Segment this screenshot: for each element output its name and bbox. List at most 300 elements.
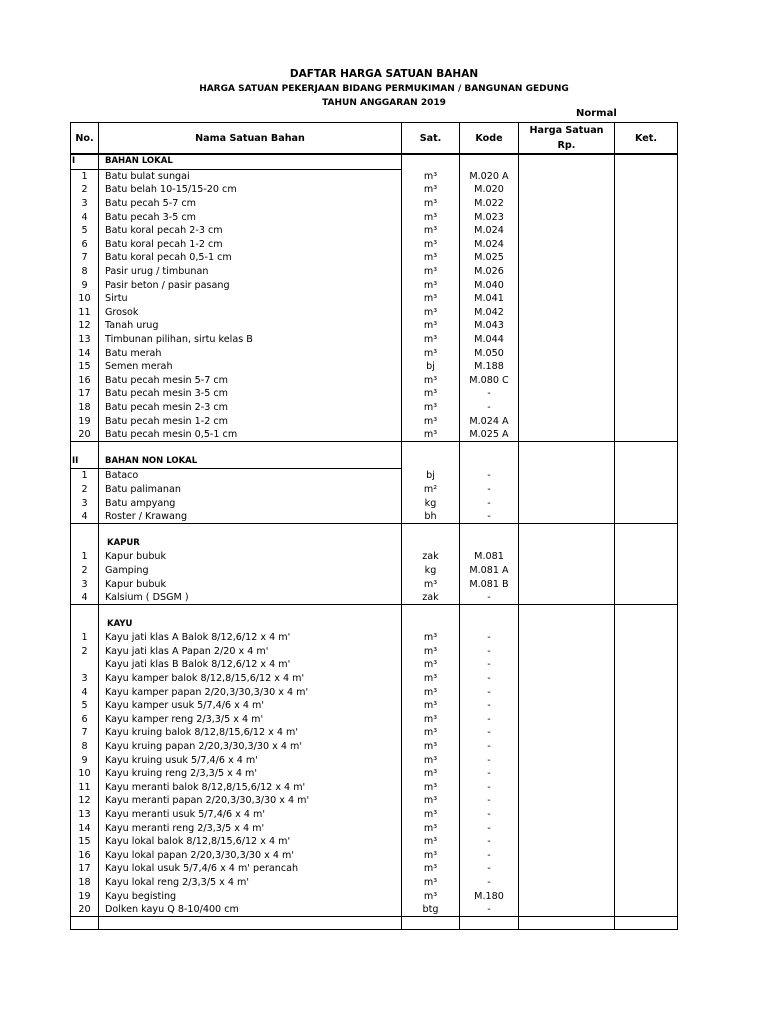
header-name: Nama Satuan Bahan (99, 123, 402, 155)
row-sat: m³ (402, 278, 460, 292)
table-row (71, 808, 678, 822)
row-name: Kayu kamper usuk 5/7,4/6 x 4 m' (99, 699, 402, 713)
row-name: Kayu meranti reng 2/3,3/5 x 4 m' (99, 821, 402, 835)
row-harga (519, 835, 615, 849)
row-ket (615, 617, 678, 631)
row-ket (615, 496, 678, 510)
row-harga (519, 469, 615, 483)
row-sat: m³ (402, 767, 460, 781)
row-name: Kayu meranti papan 2/20,3/30,3/30 x 4 m' (99, 794, 402, 808)
row-kode: - (460, 685, 519, 699)
row-ket (615, 469, 678, 483)
table-row (71, 374, 678, 388)
header-harga-line2: Rp. (557, 140, 576, 151)
row-ket (615, 210, 678, 224)
row-no: 4 (71, 210, 99, 224)
table-row (71, 469, 678, 483)
row-name: Kayu meranti balok 8/12,8/15,6/12 x 4 m' (99, 781, 402, 795)
row-harga (519, 319, 615, 333)
row-ket (615, 454, 678, 468)
row-no: 5 (71, 224, 99, 238)
row-sat: m³ (402, 685, 460, 699)
row-harga (519, 591, 615, 605)
row-harga (519, 617, 615, 631)
table-row (71, 903, 678, 917)
row-ket (615, 862, 678, 876)
row-kode: M.024 A (460, 414, 519, 428)
row-ket (615, 740, 678, 754)
row-harga (519, 483, 615, 497)
row-name: Kayu kamper papan 2/20,3/30,3/30 x 4 m' (99, 685, 402, 699)
row-sat: m³ (402, 265, 460, 279)
row-sat: m³ (402, 374, 460, 388)
row-name: Kalsium ( DSGM ) (99, 591, 402, 605)
table-row (71, 564, 678, 578)
row-no: 16 (71, 374, 99, 388)
table-row (71, 617, 678, 631)
row-name: Kayu lokal reng 2/3,3/5 x 4 m' (99, 876, 402, 890)
row-ket (615, 672, 678, 686)
price-table (70, 122, 678, 930)
row-sat (402, 536, 460, 550)
row-ket (615, 197, 678, 211)
row-no: 2 (71, 645, 99, 659)
row-no: 19 (71, 414, 99, 428)
row-name: Kapur bubuk (99, 550, 402, 564)
row-sat: m³ (402, 238, 460, 252)
row-ket (615, 414, 678, 428)
table-row (71, 360, 678, 374)
row-harga (519, 401, 615, 415)
row-no: 6 (71, 713, 99, 727)
row-harga (519, 903, 615, 917)
row-name (99, 917, 402, 930)
table-row (71, 699, 678, 713)
row-kode: M.041 (460, 292, 519, 306)
row-harga (519, 428, 615, 442)
row-ket (615, 374, 678, 388)
row-sat: m³ (402, 401, 460, 415)
row-no (71, 658, 99, 672)
row-kode: - (460, 713, 519, 727)
row-ket (615, 781, 678, 795)
row-name: Gamping (99, 564, 402, 578)
row-harga (519, 713, 615, 727)
row-no (71, 536, 99, 550)
row-no: 7 (71, 251, 99, 265)
row-kode: M.023 (460, 210, 519, 224)
row-kode: - (460, 645, 519, 659)
row-name: Kayu kruing usuk 5/7,4/6 x 4 m' (99, 753, 402, 767)
row-harga (519, 169, 615, 183)
row-kode: - (460, 726, 519, 740)
row-name: Kayu kamper balok 8/12,8/15,6/12 x 4 m' (99, 672, 402, 686)
row-kode: M.022 (460, 197, 519, 211)
row-kode: - (460, 699, 519, 713)
row-harga (519, 524, 615, 537)
row-name: Batu pecah mesin 0,5-1 cm (99, 428, 402, 442)
table-row (71, 726, 678, 740)
row-no: 5 (71, 699, 99, 713)
row-no: 10 (71, 292, 99, 306)
row-harga (519, 726, 615, 740)
row-kode: M.025 A (460, 428, 519, 442)
row-kode: M.188 (460, 360, 519, 374)
row-ket (615, 903, 678, 917)
row-kode: M.020 (460, 183, 519, 197)
table-row (71, 605, 678, 618)
row-ket (615, 564, 678, 578)
row-kode: M.026 (460, 265, 519, 279)
header-sat: Sat. (402, 123, 460, 155)
row-name: Dolken kayu Q 8-10/400 cm (99, 903, 402, 917)
row-sat: m³ (402, 306, 460, 320)
row-no: 17 (71, 387, 99, 401)
row-kode: - (460, 469, 519, 483)
row-kode: - (460, 401, 519, 415)
row-ket (615, 605, 678, 618)
row-harga (519, 862, 615, 876)
row-no: 3 (71, 197, 99, 211)
row-kode (460, 605, 519, 618)
row-ket (615, 251, 678, 265)
row-harga (519, 876, 615, 890)
table-row (71, 658, 678, 672)
row-ket (615, 154, 678, 169)
table-row (71, 536, 678, 550)
table-row (71, 183, 678, 197)
row-kode: M.025 (460, 251, 519, 265)
row-no: 3 (71, 496, 99, 510)
row-no (71, 617, 99, 631)
row-harga (519, 889, 615, 903)
row-harga (519, 454, 615, 468)
row-sat: m³ (402, 333, 460, 347)
row-name (99, 442, 402, 455)
row-name: Batu pecah mesin 3-5 cm (99, 387, 402, 401)
row-kode: M.180 (460, 889, 519, 903)
row-name: Batu pecah mesin 2-3 cm (99, 401, 402, 415)
row-sat: m³ (402, 251, 460, 265)
row-ket (615, 794, 678, 808)
row-ket (615, 524, 678, 537)
row-no (71, 442, 99, 455)
row-sat: zak (402, 591, 460, 605)
row-sat: bj (402, 469, 460, 483)
row-name: Batu merah (99, 346, 402, 360)
row-no: 3 (71, 577, 99, 591)
row-name: Batu ampyang (99, 496, 402, 510)
row-sat: m³ (402, 169, 460, 183)
row-harga (519, 360, 615, 374)
row-sat: kg (402, 496, 460, 510)
table-row (71, 753, 678, 767)
table-row (71, 238, 678, 252)
table-row (71, 889, 678, 903)
row-sat: m³ (402, 319, 460, 333)
row-harga (519, 224, 615, 238)
table-row (71, 713, 678, 727)
row-name: Kayu lokal usuk 5/7,4/6 x 4 m' perancah (99, 862, 402, 876)
row-ket (615, 401, 678, 415)
row-kode: - (460, 387, 519, 401)
row-ket (615, 726, 678, 740)
row-sat: m³ (402, 631, 460, 645)
row-harga (519, 197, 615, 211)
row-kode: - (460, 672, 519, 686)
row-no: 1 (71, 169, 99, 183)
row-sat (402, 605, 460, 618)
row-harga (519, 605, 615, 618)
table-row (71, 550, 678, 564)
row-name: Batu palimanan (99, 483, 402, 497)
table-row (71, 306, 678, 320)
row-harga (519, 645, 615, 659)
row-name: Batu koral pecah 2-3 cm (99, 224, 402, 238)
row-harga (519, 536, 615, 550)
row-sat: m³ (402, 292, 460, 306)
table-row (71, 591, 678, 605)
row-sat: m³ (402, 821, 460, 835)
row-sat (402, 454, 460, 468)
table-row (71, 685, 678, 699)
row-kode: M.024 (460, 224, 519, 238)
row-sat: m³ (402, 197, 460, 211)
row-name: Batu bulat sungai (99, 169, 402, 183)
row-sat: m³ (402, 658, 460, 672)
row-ket (615, 699, 678, 713)
row-name: Kayu jati klas A Balok 8/12,6/12 x 4 m' (99, 631, 402, 645)
row-no: 6 (71, 238, 99, 252)
table-row (71, 333, 678, 347)
row-kode: - (460, 740, 519, 754)
row-sat: m³ (402, 428, 460, 442)
row-kode (460, 442, 519, 455)
row-ket (615, 536, 678, 550)
table-row (71, 346, 678, 360)
row-kode (460, 524, 519, 537)
row-kode: M.044 (460, 333, 519, 347)
row-name: Kayu kruing papan 2/20,3/30,3/30 x 4 m' (99, 740, 402, 754)
row-kode: - (460, 483, 519, 497)
row-name: Kayu lokal papan 2/20,3/30,3/30 x 4 m' (99, 849, 402, 863)
row-kode: - (460, 753, 519, 767)
row-kode (460, 154, 519, 169)
row-name: Tanah urug (99, 319, 402, 333)
row-name: Kayu begisting (99, 889, 402, 903)
row-harga (519, 496, 615, 510)
row-name: Grosok (99, 306, 402, 320)
row-kode: M.081 A (460, 564, 519, 578)
row-kode: - (460, 849, 519, 863)
row-ket (615, 238, 678, 252)
row-sat: m³ (402, 862, 460, 876)
row-kode: - (460, 496, 519, 510)
row-kode: M.080 C (460, 374, 519, 388)
row-sat: m³ (402, 740, 460, 754)
row-name: Pasir urug / timbunan (99, 265, 402, 279)
table-row (71, 794, 678, 808)
row-ket (615, 428, 678, 442)
row-sat: m³ (402, 645, 460, 659)
row-harga (519, 794, 615, 808)
row-kode: - (460, 767, 519, 781)
row-name: Sirtu (99, 292, 402, 306)
table-row (71, 849, 678, 863)
row-no (71, 917, 99, 930)
row-ket (615, 265, 678, 279)
row-kode: M.043 (460, 319, 519, 333)
row-name (99, 524, 402, 537)
row-sat: m³ (402, 849, 460, 863)
row-sat: m³ (402, 753, 460, 767)
row-sat: m³ (402, 889, 460, 903)
row-harga (519, 631, 615, 645)
row-ket (615, 685, 678, 699)
row-no: 19 (71, 889, 99, 903)
row-ket (615, 808, 678, 822)
row-name: Batu koral pecah 0,5-1 cm (99, 251, 402, 265)
row-name: Batu koral pecah 1-2 cm (99, 238, 402, 252)
row-ket (615, 835, 678, 849)
row-name: Batu pecah 5-7 cm (99, 197, 402, 211)
row-harga (519, 210, 615, 224)
row-kode: - (460, 835, 519, 849)
document-year: TAHUN ANGGARAN 2019 (322, 98, 446, 108)
row-no: 9 (71, 278, 99, 292)
row-no: 8 (71, 265, 99, 279)
row-ket (615, 306, 678, 320)
document-subtitle: HARGA SATUAN PEKERJAAN BIDANG PERMUKIMAN / BANGUNAN GEDUNG (199, 84, 569, 94)
table-row (71, 672, 678, 686)
row-harga (519, 849, 615, 863)
row-no: 1 (71, 631, 99, 645)
row-no: 20 (71, 428, 99, 442)
table-row (71, 169, 678, 183)
row-no: 4 (71, 510, 99, 524)
row-no: 9 (71, 753, 99, 767)
table-row (71, 428, 678, 442)
row-name: Kayu lokal balok 8/12,8/15,6/12 x 4 m' (99, 835, 402, 849)
table-row (71, 210, 678, 224)
row-ket (615, 889, 678, 903)
row-name (99, 605, 402, 618)
row-harga (519, 414, 615, 428)
row-harga (519, 387, 615, 401)
row-sat: m³ (402, 876, 460, 890)
row-no (71, 524, 99, 537)
row-no: I (71, 154, 99, 169)
row-name: Batu pecah 3-5 cm (99, 210, 402, 224)
row-harga (519, 781, 615, 795)
row-harga (519, 333, 615, 347)
row-name: Pasir beton / pasir pasang (99, 278, 402, 292)
table-row (71, 876, 678, 890)
row-ket (615, 631, 678, 645)
row-kode: M.040 (460, 278, 519, 292)
row-name: Kapur bubuk (99, 577, 402, 591)
row-sat: m³ (402, 414, 460, 428)
row-kode: - (460, 781, 519, 795)
row-sat: m³ (402, 808, 460, 822)
row-harga (519, 278, 615, 292)
row-no: 1 (71, 469, 99, 483)
row-sat: m³ (402, 224, 460, 238)
row-ket (615, 387, 678, 401)
row-harga (519, 685, 615, 699)
row-name: Batu belah 10-15/15-20 cm (99, 183, 402, 197)
row-harga (519, 265, 615, 279)
table-body (71, 154, 678, 930)
row-ket (615, 821, 678, 835)
row-harga (519, 346, 615, 360)
row-harga (519, 740, 615, 754)
table-row (71, 781, 678, 795)
row-harga (519, 183, 615, 197)
table-row (71, 483, 678, 497)
row-ket (615, 510, 678, 524)
row-no: 14 (71, 346, 99, 360)
row-harga (519, 510, 615, 524)
row-ket (615, 876, 678, 890)
document-title: DAFTAR HARGA SATUAN BAHAN (289, 68, 479, 80)
row-kode: - (460, 591, 519, 605)
row-ket (615, 169, 678, 183)
row-harga (519, 917, 615, 930)
row-no: 16 (71, 849, 99, 863)
table-row (71, 265, 678, 279)
table-row (71, 631, 678, 645)
row-name: Batu pecah mesin 1-2 cm (99, 414, 402, 428)
row-harga (519, 821, 615, 835)
row-harga (519, 374, 615, 388)
row-ket (615, 591, 678, 605)
row-name: Kayu jati klas B Balok 8/12,6/12 x 4 m' (99, 658, 402, 672)
row-no: 12 (71, 319, 99, 333)
row-sat (402, 154, 460, 169)
row-no: 2 (71, 564, 99, 578)
table-row (71, 767, 678, 781)
row-name: Bataco (99, 469, 402, 483)
row-sat: m³ (402, 577, 460, 591)
table-row (71, 524, 678, 537)
row-kode: M.050 (460, 346, 519, 360)
header-harga-line1: Harga Satuan (529, 125, 604, 136)
row-sat: m³ (402, 794, 460, 808)
table-row (71, 414, 678, 428)
table-row (71, 197, 678, 211)
row-no: 18 (71, 876, 99, 890)
row-ket (615, 183, 678, 197)
normal-label: Normal (576, 108, 617, 119)
table-row (71, 224, 678, 238)
row-no: 17 (71, 862, 99, 876)
row-sat: m³ (402, 183, 460, 197)
table-row (71, 251, 678, 265)
row-no: 13 (71, 333, 99, 347)
row-ket (615, 360, 678, 374)
row-kode: M.020 A (460, 169, 519, 183)
row-kode (460, 454, 519, 468)
row-no: 10 (71, 767, 99, 781)
header-ket: Ket. (615, 123, 678, 155)
row-ket (615, 917, 678, 930)
row-sat: m³ (402, 726, 460, 740)
table-row (71, 454, 678, 468)
table-row (71, 577, 678, 591)
row-kode: - (460, 862, 519, 876)
row-no: 11 (71, 781, 99, 795)
